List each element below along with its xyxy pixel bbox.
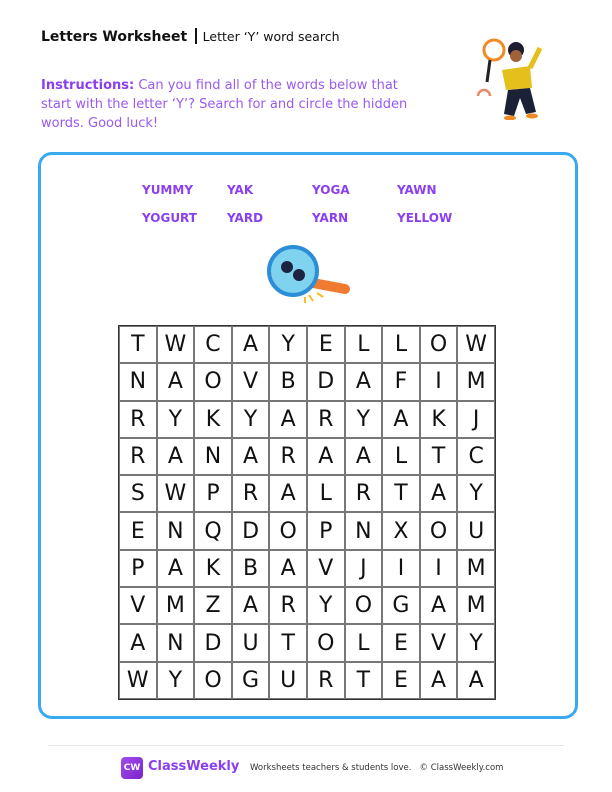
grid-cell[interactable]: R xyxy=(307,401,345,438)
grid-cell[interactable]: M xyxy=(157,587,195,624)
grid-cell[interactable]: Z xyxy=(194,587,232,624)
grid-cell[interactable]: A xyxy=(420,662,458,699)
grid-cell[interactable]: A xyxy=(269,550,307,587)
magnifying-glass-icon xyxy=(265,245,353,305)
grid-cell[interactable]: P xyxy=(119,550,157,587)
footer-divider xyxy=(48,745,564,746)
grid-cell[interactable]: J xyxy=(457,401,495,438)
brand-name: ClassWeekly xyxy=(148,759,240,774)
grid-cell[interactable]: A xyxy=(269,401,307,438)
grid-cell[interactable]: A xyxy=(345,363,383,400)
grid-cell[interactable]: Y xyxy=(157,401,195,438)
grid-cell[interactable]: A xyxy=(382,401,420,438)
grid-cell[interactable]: T xyxy=(345,662,383,699)
grid-cell[interactable]: M xyxy=(457,550,495,587)
grid-cell[interactable]: A xyxy=(269,475,307,512)
grid-cell[interactable]: A xyxy=(157,550,195,587)
grid-cell[interactable]: B xyxy=(269,363,307,400)
grid-cell[interactable]: K xyxy=(420,401,458,438)
grid-cell[interactable]: L xyxy=(382,326,420,363)
word-item: YAWN xyxy=(397,183,437,197)
grid-cell[interactable]: O xyxy=(194,662,232,699)
grid-cell[interactable]: T xyxy=(382,475,420,512)
grid-cell[interactable]: A xyxy=(457,662,495,699)
grid-cell[interactable]: C xyxy=(457,438,495,475)
grid-cell[interactable]: A xyxy=(157,438,195,475)
grid-cell[interactable]: R xyxy=(119,438,157,475)
grid-cell[interactable]: V xyxy=(232,363,270,400)
word-item: YARN xyxy=(312,211,349,225)
grid-cell[interactable]: T xyxy=(269,624,307,661)
grid-cell[interactable]: O xyxy=(420,512,458,549)
grid-cell[interactable]: G xyxy=(382,587,420,624)
grid-cell[interactable]: P xyxy=(307,512,345,549)
grid-cell[interactable]: X xyxy=(382,512,420,549)
grid-cell[interactable]: A xyxy=(307,438,345,475)
grid-cell[interactable]: Q xyxy=(194,512,232,549)
grid-cell[interactable]: R xyxy=(307,662,345,699)
grid-cell[interactable]: A xyxy=(345,438,383,475)
subtitle: Letter ‘Y’ word search xyxy=(202,29,340,44)
grid-cell[interactable]: O xyxy=(420,326,458,363)
grid-cell[interactable]: F xyxy=(382,363,420,400)
grid-cell[interactable]: T xyxy=(119,326,157,363)
classweekly-logo: CW xyxy=(121,757,143,779)
word-item: YAK xyxy=(227,183,254,197)
instructions xyxy=(41,76,411,133)
grid-cell[interactable]: Y xyxy=(157,662,195,699)
grid-cell[interactable]: K xyxy=(194,401,232,438)
grid-cell[interactable]: E xyxy=(307,326,345,363)
grid-cell[interactable]: D xyxy=(232,512,270,549)
divider xyxy=(195,28,197,44)
grid-cell[interactable]: A xyxy=(157,363,195,400)
grid-cell[interactable]: C xyxy=(194,326,232,363)
word-item: YOGURT xyxy=(142,211,197,225)
grid-cell[interactable]: N xyxy=(345,512,383,549)
grid-cell[interactable]: Y xyxy=(269,326,307,363)
letter-grid xyxy=(118,325,496,700)
grid-cell[interactable]: Y xyxy=(457,624,495,661)
grid-cell[interactable]: S xyxy=(119,475,157,512)
grid-cell[interactable]: R xyxy=(269,587,307,624)
grid-cell[interactable]: E xyxy=(119,512,157,549)
grid-cell[interactable]: O xyxy=(269,512,307,549)
word-item: YUMMY xyxy=(142,183,194,197)
word-item: YELLOW xyxy=(397,211,453,225)
grid-cell[interactable]: L xyxy=(307,475,345,512)
grid-cell[interactable]: V xyxy=(307,550,345,587)
grid-cell[interactable]: Y xyxy=(345,401,383,438)
grid-cell[interactable]: T xyxy=(420,438,458,475)
grid-cell[interactable]: A xyxy=(420,587,458,624)
grid-cell[interactable]: L xyxy=(345,326,383,363)
grid-cell[interactable]: A xyxy=(232,438,270,475)
grid-cell[interactable]: A xyxy=(232,326,270,363)
grid-cell[interactable]: P xyxy=(194,475,232,512)
instructions-text: Can you find all of the words below that start with the letter ‘Y’? Search for and circle the hidden words. Good luck! xyxy=(41,78,408,131)
grid-cell[interactable]: I xyxy=(420,363,458,400)
grid-cell[interactable]: G xyxy=(232,662,270,699)
grid-cell[interactable]: L xyxy=(345,624,383,661)
grid-cell[interactable]: D xyxy=(194,624,232,661)
copyright: © ClassWeekly.com xyxy=(419,763,504,773)
child-with-magnifier-illustration xyxy=(470,36,550,120)
grid-cell[interactable]: W xyxy=(119,662,157,699)
grid-cell[interactable]: O xyxy=(345,587,383,624)
grid-cell[interactable]: R xyxy=(232,475,270,512)
grid-cell[interactable]: L xyxy=(382,438,420,475)
grid-cell[interactable]: V xyxy=(119,587,157,624)
grid-cell[interactable]: E xyxy=(382,662,420,699)
grid-cell[interactable]: E xyxy=(382,624,420,661)
grid-cell[interactable]: Y xyxy=(307,587,345,624)
footer-text xyxy=(250,763,503,773)
grid-cell[interactable]: O xyxy=(307,624,345,661)
grid-cell[interactable]: Y xyxy=(232,401,270,438)
word-item: YOGA xyxy=(312,183,350,197)
grid-cell[interactable]: N xyxy=(119,363,157,400)
tagline: Worksheets teachers & students love. xyxy=(250,763,412,773)
grid-cell[interactable]: V xyxy=(420,624,458,661)
grid-cell[interactable]: W xyxy=(457,326,495,363)
grid-cell[interactable]: I xyxy=(382,550,420,587)
grid-cell[interactable]: N xyxy=(157,512,195,549)
grid-cell[interactable]: U xyxy=(232,624,270,661)
grid-cell[interactable]: D xyxy=(307,363,345,400)
grid-cell[interactable]: R xyxy=(345,475,383,512)
grid-cell[interactable]: A xyxy=(232,587,270,624)
word-item: YARD xyxy=(227,211,264,225)
grid-cell[interactable]: O xyxy=(194,363,232,400)
grid-cell[interactable]: U xyxy=(457,512,495,549)
grid-cell[interactable]: R xyxy=(119,401,157,438)
grid-cell[interactable]: Y xyxy=(457,475,495,512)
grid-cell[interactable]: R xyxy=(269,438,307,475)
grid-cell[interactable]: W xyxy=(157,475,195,512)
grid-cell[interactable]: M xyxy=(457,587,495,624)
grid-cell[interactable]: M xyxy=(457,363,495,400)
grid-cell[interactable]: I xyxy=(420,550,458,587)
grid-cell[interactable]: N xyxy=(157,624,195,661)
grid-cell[interactable]: A xyxy=(119,624,157,661)
grid-cell[interactable]: J xyxy=(345,550,383,587)
grid-cell[interactable]: B xyxy=(232,550,270,587)
grid-cell[interactable]: A xyxy=(420,475,458,512)
grid-cell[interactable]: W xyxy=(157,326,195,363)
page-title xyxy=(41,28,340,45)
grid-cell[interactable]: U xyxy=(269,662,307,699)
instructions-label: Instructions: xyxy=(41,78,135,93)
title-text: Letters Worksheet xyxy=(41,29,188,45)
grid-cell[interactable]: N xyxy=(194,438,232,475)
grid-cell[interactable]: K xyxy=(194,550,232,587)
